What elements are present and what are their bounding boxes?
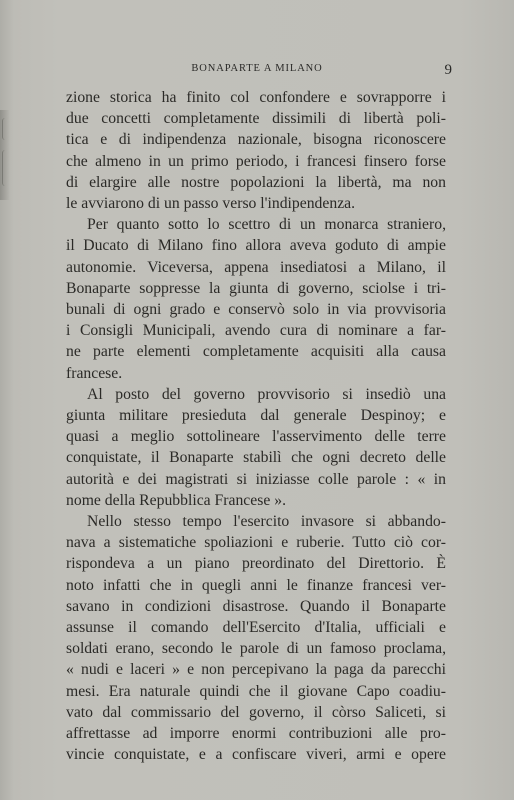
text-line: conquistate, il Bonaparte stabilì che ogni decreto delle xyxy=(66,449,446,467)
binding-mark xyxy=(2,118,8,140)
text-line: Bonaparte soppresse la giunta di governo, sciolse i tri- xyxy=(66,279,446,297)
text-line: vato dal commissario del governo, il còrso Saliceti, si xyxy=(66,703,446,721)
text-line: soldati erano, secondo le parole di un famoso proclama, xyxy=(66,640,446,658)
text-line: savano in condizioni disastrose. Quando il Bonaparte xyxy=(66,597,446,615)
text-line: autonomie. Viceversa, appena insediatosi a Milano, il xyxy=(66,258,446,276)
text-line: nava a sistematiche spoliazioni e ruberie. Tutto ciò cor- xyxy=(66,534,446,552)
text-line: noto infatti che in quegli anni le finanze francesi ver- xyxy=(66,576,446,594)
text-line: « nudi e laceri » e non percepivano la paga da parecchi xyxy=(66,661,446,679)
text-line: i Consigli Municipali, avendo cura di nominare a far- xyxy=(66,322,446,340)
page-number: 9 xyxy=(444,62,452,78)
text-line: rispondeva a un piano preordinato del Direttorio. È xyxy=(66,555,446,573)
running-title: BONAPARTE A MILANO xyxy=(191,63,323,74)
text-line: ne parte elementi completamente acquisiti alla causa xyxy=(66,343,446,361)
text-line: assunse il comando dell'Esercito d'Italia, ufficiali e xyxy=(66,619,446,637)
text-line: il Ducato di Milano fino allora aveva goduto di ampie xyxy=(66,237,446,255)
text-line: che almeno in un primo periodo, i francesi finsero forse xyxy=(66,152,446,170)
text-line: tica e di indipendenza nazionale, bisogna riconoscere xyxy=(66,131,446,149)
text-line: autorità e dei magistrati si iniziasse colle parole : « in xyxy=(66,470,446,488)
text-line: giunta militare presieduta dal generale Despinoy; e xyxy=(66,407,446,425)
text-line: francese. xyxy=(66,364,123,382)
text-line: bunali di ogni grado e conservò solo in via provvisoria xyxy=(66,301,446,319)
paragraph-2 xyxy=(66,214,446,384)
text-line: vincie conquistate, e a confiscare viveri, armi e opere xyxy=(66,746,446,764)
text-line: due concetti completamente dissimili di libertà poli- xyxy=(66,110,446,128)
body-text xyxy=(66,87,446,766)
text-line: le avviarono di un passo verso l'indipendenza. xyxy=(66,195,356,213)
text-line: quasi a meglio sottolineare l'asservimento delle terre xyxy=(66,428,446,446)
text-line: di elargire alle nostre popolazioni la libertà, ma non xyxy=(66,173,446,191)
binding-mark xyxy=(2,150,8,186)
page-header xyxy=(66,60,452,80)
text-line: Per quanto sotto lo scettro di un monarca straniero, xyxy=(87,216,446,234)
text-line: Al posto del governo provvisorio si insediò una xyxy=(87,385,446,403)
paragraph-3 xyxy=(66,384,446,511)
text-line: zione storica ha finito col confondere e sovrapporre i xyxy=(66,89,446,106)
text-line: affrettasse ad imporre enormi contribuzioni alle pro- xyxy=(66,725,446,743)
paragraph-4 xyxy=(66,511,446,765)
paragraph-1 xyxy=(66,87,446,214)
text-line: Nello stesso tempo l'esercito invasore si abbando- xyxy=(87,513,446,531)
text-line: nome della Repubblica Francese ». xyxy=(66,491,286,509)
text-line: mesi. Era naturale quindi che il giovane Capo coadiu- xyxy=(66,682,446,700)
